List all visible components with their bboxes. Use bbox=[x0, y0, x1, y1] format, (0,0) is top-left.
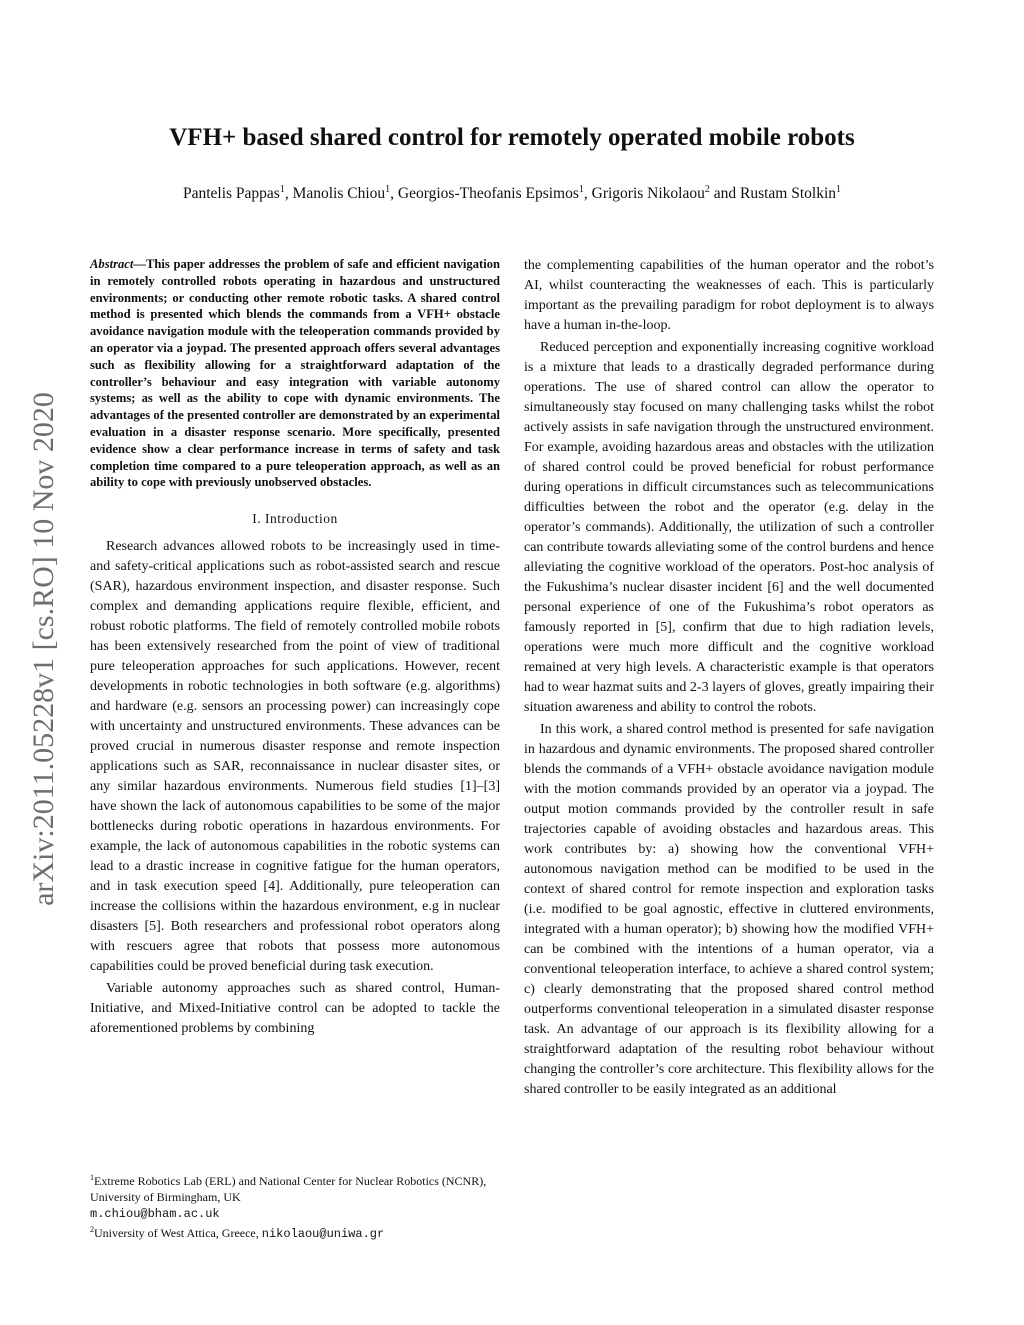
author-name: Rustam Stolkin bbox=[740, 185, 837, 203]
body-paragraph: the complementing capabilities of the human operator and the robot’s AI, whilst counteracting the weaknesses of each. This is particularly important as the prevailing paradigm for robot deployment is to always have a human in-the-loop. bbox=[524, 258, 934, 333]
author-separator: , bbox=[583, 185, 592, 203]
author-separator: and bbox=[709, 185, 740, 203]
author-affiliation-mark: 1 bbox=[836, 184, 842, 195]
author-separator: , bbox=[284, 185, 293, 203]
arxiv-identifier-sidebar: arXiv:2011.05228v1 [cs.RO] 10 Nov 2020 bbox=[27, 392, 60, 906]
author-affiliation-mark: 1 bbox=[578, 184, 584, 195]
footnote-2 bbox=[90, 1222, 500, 1242]
footnote-email[interactable]: nikolaou@uniwa.gr bbox=[261, 1227, 385, 1241]
author-name: Georgios-Theofanis Epsimos bbox=[397, 185, 579, 203]
author-name: Grigoris Nikolaou bbox=[591, 185, 705, 203]
footnote-mark: 2 bbox=[90, 1225, 94, 1234]
author-affiliation-mark: 1 bbox=[385, 184, 391, 195]
body-paragraph: Reduced perception and exponentially increasing cognitive workload is a mixture that leads to a drastically degraded performance during operations. The use of shared control can allow the operator to simultaneously stay focused on many challenging tasks whilst the robot actively assists in safe navigation through the unstructured environment. For example, avoiding hazardous areas and obstacles with the utilization of shared control could be proved beneficial for robust performance during operations in difficult circumstances such as telecommunications difficulties between the robot and the operator (e.g. delay in the operator’s commands). Additionally, the utilization of such a controller can contribute towards alleviating some of the control burdens and hence alleviating the cognitive workload of the operators. Post-hoc analysis of the Fukushima’s nuclear disaster incident [6] and the well documented personal experience of one of the Fukushima’s robot operators as famously reported in [5], confirm that due to high radiation levels, operations were much more difficult and the cognitive workload remained at very high levels. A characteristic example is that operators had to wear hazmat suits and 2-3 layers of gloves, greatly impairing their situation awareness and ability to control the robots. bbox=[524, 340, 934, 715]
right-column bbox=[524, 256, 934, 1100]
author-separator: , bbox=[390, 185, 398, 203]
paper-title: VFH+ based shared control for remotely operated mobile robots bbox=[169, 124, 855, 151]
body-paragraph: Research advances allowed robots to be increasingly used in time- and safety-critical applications such as robot-assisted search and rescue (SAR), hazardous environment inspection, and disaster response. Such complex and demanding applications require flexible, efficient, and robust robotic platforms. The field of remotely controlled mobile robots has been extensively researched from the point of view of traditional pure teleoperation approaches for such applications. However, recent developments in robotic technologies in both software (e.g. algorithms) and hardware (e.g. sensors an processing power) can increasingly cope with uncertainty and unstructured environments. These advances can be proved crucial in numerous disaster response and remote inspection applications such as SAR, reconnaissance in nuclear disaster sites, or any similar hazardous environments. Numerous field studies [1]–[3] have shown the lack of autonomous capabilities to be some of the major bottlenecks during robotic operations in hazardous environments. For example, the lack of autonomous capabilities in the robotic systems can lead to a drastic increase in cognitive fatigue for the human operators, and in task execution speed [4]. Additionally, pure teleoperation can increase the collisions within the hazardous environment, e.g in nuclear disasters [5]. Both researchers and professional robot operators along with rescuers agree that robots that possess more autonomous capabilities could be proved beneficial during task execution. bbox=[90, 539, 500, 975]
body-paragraph: Variable autonomy approaches such as shared control, Human-Initiative, and Mixed-Initiative control can be adopted to tackle the aforementioned problems by combining bbox=[90, 981, 500, 1037]
abstract bbox=[90, 256, 500, 491]
author-name: Manolis Chiou bbox=[292, 185, 386, 203]
author-affiliation-mark: 2 bbox=[704, 184, 710, 195]
footnote-1 bbox=[90, 1170, 500, 1222]
section-heading-introduction: I. Introduction bbox=[252, 511, 338, 527]
author-name: Pantelis Pappas bbox=[182, 185, 280, 203]
abstract-text: This paper addresses the problem of safe and efficient navigation in remotely controlled robots operating in hazardous and unstructured environments; or conducting other remote robotic tasks. A shared control method is presented which blends the commands from a VFH+ obstacle avoidance navigation module with the teleoperation commands provided by an operator via a joypad. The presented approach offers several advantages such as flexibility allowing for a straightforward adaptation of the controller’s behaviour and easy integration with variable autonomy systems; as well as the ability to cope with dynamic environments. The advantages of the presented controller are demonstrated by an experimental evaluation in a disaster response scenario. More specifically, presented evidence show a clear performance increase in terms of safety and task completion time compared to a pure teleoperation approach, as well as an ability to cope with previously unobserved obstacles. bbox=[90, 257, 500, 490]
footnote-mark: 1 bbox=[90, 1173, 94, 1182]
left-column bbox=[90, 256, 500, 1039]
footnotes bbox=[90, 1170, 500, 1242]
footnote-text: Extreme Robotics Lab (ERL) and National Center for Nuclear Robotics (NCNR), University of Birmingham, UK bbox=[90, 1174, 487, 1204]
footnote-email[interactable]: m.chiou@bham.ac.uk bbox=[90, 1207, 220, 1221]
author-affiliation-mark: 1 bbox=[279, 184, 285, 195]
abstract-lead: Abstract— bbox=[90, 257, 146, 271]
author-list bbox=[0, 184, 1024, 203]
footnote-text: University of West Attica, Greece, bbox=[94, 1226, 262, 1240]
body-paragraph: In this work, a shared control method is presented for safe navigation in hazardous and dynamic environments. The proposed shared controller blends the commands of a VFH+ obstacle avoidance navigation module with the motion commands provided by an operator via a joypad. The output motion commands provided by the controller result in safe trajectories capable of avoiding obstacles and hazardous areas. This work contributes by: a) showing how the conventional VFH+ autonomous navigation method can be modified to be used in the context of shared control for remote inspection and exploration tasks (i.e. modified to be goal agnostic, effective in cluttered environments, integrated with a human operator); b) showing how the modified VFH+ can be combined with the intentions of a human operator, via a conventional teleoperation interface, to achieve a shared control system; c) clearly demonstrating that the proposed shared control method outperforms conventional teleoperation in a simulated disaster response task. An advantage of our approach is its flexibility allowing for a straightforward adaptation of the resulting robot behaviour without changing the controller’s core architecture. This flexibility allows for the shared controller to be easily integrated as an additional bbox=[524, 722, 934, 1097]
